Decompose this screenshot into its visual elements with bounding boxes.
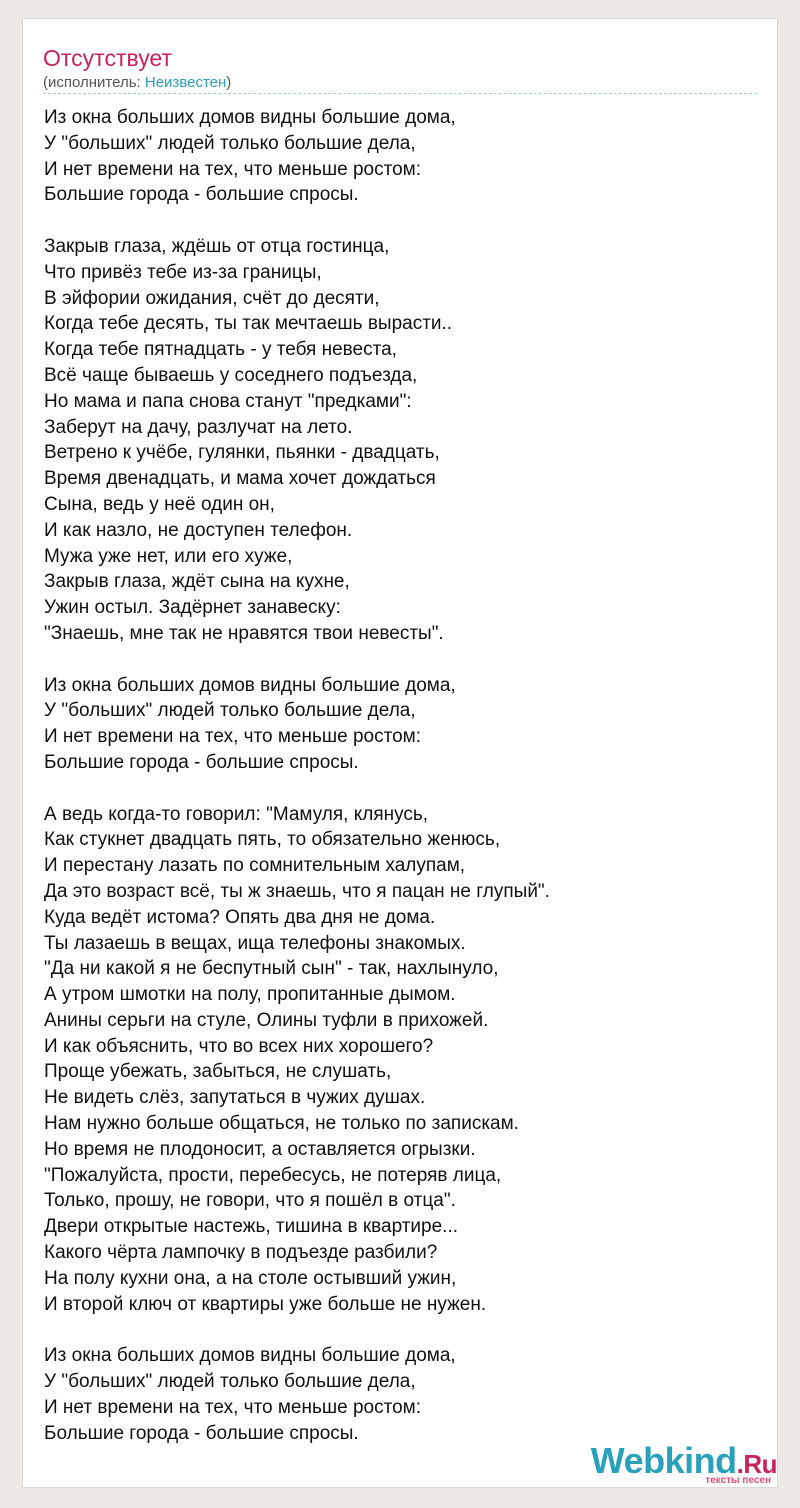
song-title: Отсутствует bbox=[43, 45, 172, 71]
logo-tld: .Ru bbox=[736, 1449, 777, 1479]
logo-brand: Webkind bbox=[590, 1440, 737, 1481]
lyrics-text: Из окна больших домов видны большие дома, У "больших" людей только большие дела, И нет времени на тех, что меньше ростом: Большие города - большие спросы. Закрыв глаза, ждёшь от отца гостинца, Что привёз тебе из-за границы, В эйфории ожидания, счёт до десяти, Когда тебе десять, ты так мечтаешь вырасти.. Когда тебе пятнадцать - у тебя невеста, Всё чаще бываешь у соседнего подъезда, Но мама и папа снова станут "предками": Заберут на дачу, разлучат на лето. Ветрено к учёбе, гулянки, пьянки - двадцать, Время двенадцать, и мама хочет дождаться Сына, ведь у неё один он, И как назло, не доступен телефон. Мужа уже нет, или его хуже, Закрыв глаза, ждёт сына на кухне, Ужин остыл. Задёрнет занавеску: "Знаешь, мне так не нравятся твои невесты". Из окна больших домов видны большие дома, У "больших" людей только большие дела, И нет времени на тех, что меньше ростом: Большие города - большие спросы. А ведь когда-то говорил: "Мамуля, клянусь, Как стукнет двадцать пять, то обязательно женюсь, И перестану лазать по сомнительным халупам, Да это возраст всё, ты ж знаешь, что я пацан не глупый". Куда ведёт истома? Опять два дня не дома. Ты лазаешь в вещах, ища телефоны знакомых. "Да ни какой я не беспутный сын" - так, нахлынуло, А утром шмотки на полу, пропитанные дымом. Анины серьги на стуле, Олины туфли в прихожей. И как объяснить, что во всех них хорошего? Проще убежать, забыться, не слушать, Не видеть слёз, запутаться в чужих душах. Нам нужно больше общаться, не только по запискам. Но время не плодоносит, а оставляется огрызки. "Пожалуйста, прости, перебесусь, не потеряв лица, Только, прошу, не говори, что я пошёл в отца". Двери открытые настежь, тишина в квартире... Какого чёрта лампочку в подъезде разбили? На полу кухни она, а на столе остывший ужин, И второй ключ от квартиры уже больше не нужен. Из окна больших домов видны большие дома, У "больших" людей только большие дела, И нет времени на тех, что меньше ростом: Большие города - большие спросы. bbox=[44, 107, 550, 1444]
artist-line bbox=[43, 73, 231, 93]
artist-prefix: (исполнитель: bbox=[43, 74, 145, 91]
title-divider bbox=[43, 93, 757, 94]
logo-tagline: тексты песен bbox=[705, 1475, 771, 1486]
lyrics-card bbox=[22, 18, 778, 1488]
site-logo[interactable] bbox=[583, 1437, 783, 1487]
artist-suffix: ) bbox=[226, 74, 232, 91]
artist-link[interactable]: Неизвестен bbox=[144, 74, 227, 91]
